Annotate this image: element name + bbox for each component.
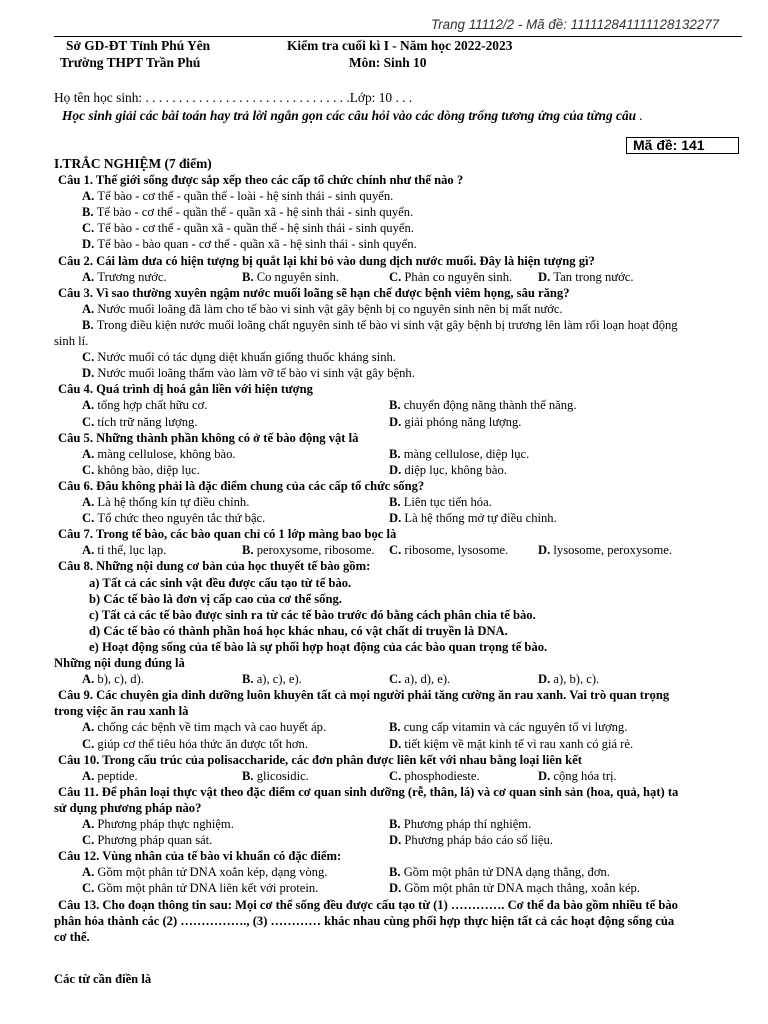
option-letter: B. [389,720,404,735]
question-stem [58,897,678,913]
exam-title: Kiểm tra cuối kì I - Năm học 2022-2023 [287,38,513,53]
option-letter: B. [242,768,257,783]
option-letter: B. [82,205,97,220]
answer-option [82,188,393,204]
answer-option [82,204,413,220]
answer-option [538,671,599,687]
option-text: không bào, diệp lục. [97,462,200,477]
question-text: Câu 12. Vùng nhân của tế bào vi khuẩn có đặc điểm: [58,849,342,864]
answer-option [538,542,672,558]
question-stem-cont [54,929,90,945]
option-letter: D. [389,414,405,429]
option-letter: B. [242,672,257,687]
answer-option [389,880,640,896]
option-text: Phương pháp quan sát. [97,833,213,848]
answer-option [82,816,234,832]
option-text: sinh lí. [54,334,89,348]
option-text: tích trữ năng lượng. [97,414,198,429]
option-text: b), c), d). [97,672,144,687]
option-letter: C. [82,414,98,429]
option-letter: B. [242,543,257,558]
option-letter: A. [82,398,98,413]
answer-option [242,768,309,784]
option-text: ti thể, lục lạp. [97,543,167,558]
option-text: peptide. [97,768,138,783]
option-text: Tế bào - cơ thể - quần xã - quần thể - hệ sinh thái - sinh quyển. [97,221,414,236]
question-text: Câu 3. Vì sao thường xuyên ngậm nước muối loãng sẽ hạn chế được bệnh viêm họng, sâu răng? [58,285,570,300]
option-letter: B. [242,269,257,284]
option-letter: D. [389,833,405,848]
option-letter: C. [389,543,405,558]
option-text: Phương pháp thực nghiệm. [97,817,234,831]
answer-option [82,365,415,381]
option-text: Phương pháp thí nghiệm. [403,817,532,831]
statement-letter: d) [89,623,104,638]
option-text: glicosidic. [256,768,309,783]
answer-option [242,269,339,285]
instruction-text: Học sinh giải các bài toán hay trả lời ngắn gọn các câu hỏi vào các dòng trống tương ứng của từng câu [62,108,637,123]
question-text: Câu 1. Thế giới sống được sắp xếp theo các cấp tổ chức chính như thế nào ? [58,173,464,187]
answer-option [82,317,678,333]
option-letter: A. [82,720,98,735]
question-text: Câu 4. Quá trình dị hoá gắn liền với hiện tượng [58,382,313,397]
answer-option [538,768,617,784]
option-letter: A. [82,269,98,284]
option-letter: A. [82,865,98,880]
option-letter: B. [389,398,404,413]
statement-letter: b) [89,591,104,606]
question-text: Câu 5. Những thành phần không có ở tế bào động vật là [58,430,359,445]
option-text: giải phóng năng lượng. [404,414,522,429]
option-letter: D. [538,543,554,558]
option-text: lysosome, peroxysome. [553,543,672,558]
statement-text: Tất cả các sinh vật đều được cấu tạo từ tế bào. [102,575,352,590]
option-letter: D. [538,768,554,783]
answer-option [389,671,450,687]
option-text: Trương nước. [97,269,167,284]
answer-option [82,510,265,526]
option-letter: A. [82,446,98,461]
answer-option-cont [54,333,88,349]
option-letter: B. [389,865,404,880]
option-text: Tế bào - cơ thể - quần thể - quần xã - hệ sinh thái - sinh quyển. [96,205,414,220]
question-stem [58,848,341,864]
student-info: Họ tên học sinh: . . . . . . . . . . . . . . . . . . . . . . . . . . . . . . .Lớp: 10 . . . [54,90,413,105]
option-text: Gồm một phân tử DNA mạch thẳng, xoắn kép. [404,881,640,896]
option-text: chuyển động năng thành thế năng. [403,398,577,413]
question-stem [58,478,424,494]
statement-item [89,607,536,623]
option-text: a), d), e). [404,672,451,687]
question-text: phân hóa thành các (2) ……………., (3) ………… khác nhau cùng phối hợp thực hiện tất cả các hoạt động sống của [54,913,675,928]
answer-option [82,462,200,478]
statement-item [89,591,342,607]
answer-option [82,864,327,880]
option-text: phosphodieste. [404,768,480,783]
option-text: a), c), e). [256,672,302,687]
option-letter: B. [389,495,404,509]
answer-option [389,832,553,848]
option-text: ribosome, lysosome. [404,543,509,558]
answer-option [389,864,610,880]
question-text: Câu 13. Cho đoạn thông tin sau: Mọi cơ thể sống đều được cấu tạo từ (1) …………. Cơ thể đa bào gồm nhiều tế bào [58,897,678,912]
option-letter: D. [389,462,405,477]
question-stem [58,752,582,768]
answer-option [389,446,529,462]
option-text: tổng hợp chất hữu cơ. [97,398,208,413]
answer-option [82,832,212,848]
answer-option [82,397,207,413]
option-letter: A. [82,768,98,783]
option-letter: A. [82,189,98,204]
statement-text: Tất cả các tế bào được sinh ra từ các tế bào trước đó bằng cách phân chia tế bào. [101,607,536,622]
answer-option [389,414,521,430]
question-stem [58,253,595,269]
option-letter: B. [389,446,404,461]
page-code: Trang 11112/2 - Mã đề: 111112841111128132277 [431,17,720,32]
answer-option [389,816,531,832]
option-text: Trong điều kiện nước muối loãng chất nguyên sinh tế bào vi sinh vật gây bệnh bị trương lên làm rối loạn hoạt động [96,317,678,332]
instruction [62,108,643,124]
option-letter: D. [538,672,554,687]
question-text: sử dụng phương pháp nào? [54,800,202,815]
answer-option [82,414,197,430]
statement-text: Các tế bào có thành phần hoá học khác nhau, có vật chất di truyền là DNA. [103,623,508,638]
question-stem-cont [54,913,674,929]
answer-option [389,768,480,784]
section-title: I.TRẮC NGHIỆM (7 điểm) [54,156,212,171]
answer-option [82,768,138,784]
option-text: Là hệ thống mở tự điều chỉnh. [404,511,557,526]
statement-letter: e) [89,639,102,654]
option-letter: D. [389,736,405,751]
answer-option [82,269,167,285]
option-text: diệp lục, không bào. [404,462,507,477]
answer-option [242,542,375,558]
option-text: chống các bệnh về tim mạch và cao huyết áp. [97,720,327,735]
option-letter: C. [389,269,405,284]
option-letter: C. [82,736,98,751]
answer-option [82,494,249,510]
option-letter: C. [389,768,405,783]
option-text: Nước muối có tác dụng diệt khuẩn giống thuốc kháng sinh. [97,350,396,365]
answer-option [389,736,633,752]
option-text: Co nguyên sinh. [256,269,339,284]
answer-option [82,671,144,687]
question-text: cơ thể. [54,929,90,944]
answer-option [389,510,557,526]
answer-option [82,236,417,252]
question-text: Câu 10. Trong cấu trúc của polisaccharide, các đơn phân được liên kết với nhau bằng loại liên kết [58,752,582,767]
question-text: Những nội dung đúng là [54,656,185,670]
option-letter: D. [82,366,98,381]
option-text: Là hệ thống kín tự điều chỉnh. [97,495,250,509]
question-text: Câu 7. Trong tế bào, các bào quan chỉ có 1 lớp màng bao bọc là [58,527,397,542]
answer-option [82,349,396,365]
question-text: Câu 11. Để phân loại thực vật theo đặc điểm cơ quan sinh dưỡng (rễ, thân, lá) và cơ quan sinh sản (hoa, quả, hạt) ta [58,784,679,799]
option-text: Tan trong nước. [553,269,634,284]
option-text: Tế bào - cơ thể - quần thể - loài - hệ sinh thái - sinh quyển. [97,189,394,204]
statement-item [89,575,351,591]
option-text: cung cấp vitamin và các nguyên tố vi lượng. [403,720,628,735]
answer-option [82,220,414,236]
option-letter: C. [82,462,98,477]
option-letter: A. [82,817,98,831]
question-text: Câu 8. Những nội dung cơ bản của học thuyết tế bào gồm: [58,559,371,574]
option-text: giúp cơ thể tiêu hóa thức ăn được tốt hơn. [97,736,309,751]
option-text: cộng hóa trị. [553,768,617,783]
answer-option [82,301,563,317]
option-text: Gồm một phân tử DNA liên kết với protein. [97,881,319,896]
option-text: Tổ chức theo nguyên tắc thứ bậc. [97,511,266,526]
answer-option [389,462,507,478]
option-letter: A. [82,543,98,558]
question-stem [58,381,313,397]
question-text: Câu 6. Đâu không phải là đặc điểm chung của các cấp tổ chức sống? [58,478,425,493]
option-letter: A. [82,495,98,509]
question-stem [58,285,570,301]
question-stem [58,687,669,703]
option-text: peroxysome, ribosome. [256,543,375,558]
answer-option [389,269,512,285]
question-stem [58,172,463,188]
option-letter: C. [82,833,98,848]
question-text: trong việc ăn rau xanh là [54,704,189,719]
question-stem-cont [54,703,188,719]
option-text: màng cellulose, không bào. [97,446,236,461]
option-letter: D. [389,881,405,896]
exam-code-box: Mã đề: 141 [626,137,739,154]
option-text: a), b), c). [553,672,600,687]
option-text: Nước muối loãng thấm vào làm vỡ tế bào vi sinh vật gây bệnh. [97,366,415,381]
answer-option [82,542,166,558]
statement-letter: c) [89,607,102,622]
option-text: Phương pháp báo cáo số liệu. [404,833,553,848]
option-text: Gồm một phân tử DNA xoắn kép, dạng vòng. [97,865,328,880]
answer-option [82,880,318,896]
statement-letter: a) [89,575,103,590]
answer-option [389,542,508,558]
option-letter: C. [82,511,98,526]
option-letter: D. [538,269,554,284]
statement-item [89,639,547,655]
answer-option [82,719,326,735]
question-text: Câu 9. Các chuyên gia dinh dưỡng luôn khuyên tất cả mọi người phải tăng cường ăn rau xanh. Vai trò quan trọng [58,688,670,703]
option-letter: A. [82,301,98,316]
answer-option [389,494,492,510]
question-tail [54,655,185,671]
answer-option [82,446,236,462]
top-rule [54,36,742,37]
question-stem-cont [54,800,201,816]
option-letter: B. [389,817,404,831]
answer-option [538,269,634,285]
department-name: Sở GD-ĐT Tỉnh Phú Yên [66,38,211,53]
option-text: Phản co nguyên sinh. [404,269,513,284]
statement-text: Các tế bào là đơn vị cấp cao của cơ thể sống. [103,591,342,606]
instruction-end: . [636,108,643,123]
option-letter: B. [82,317,97,332]
question-text: Câu 2. Cái làm dưa có hiện tượng bị quắt lại khi bỏ vào dung dịch nước muối. Đây là hiện tượng gì? [58,253,595,268]
question-stem [58,784,678,800]
option-letter: C. [82,221,98,236]
option-letter: D. [389,511,405,526]
option-text: Tế bào - bào quan - cơ thể - quần xã - hệ sinh thái - sinh quyển. [97,237,417,252]
option-text: Nước muối loãng đã làm cho tế bào vi sinh vật gây bệnh bị co nguyên sinh nên bị mất nước. [97,301,563,316]
option-text: tiết kiệm về mặt kinh tế vì rau xanh có giá rẻ. [404,736,634,751]
question-stem [58,558,370,574]
option-text: màng cellulose, diệp lục. [403,446,530,461]
answer-option [242,671,302,687]
subject: Môn: Sinh 10 [349,55,427,70]
option-text: Gồm một phân tử DNA dạng thẳng, đơn. [403,865,610,880]
answer-option [82,736,308,752]
option-text: Liên tục tiến hóa. [403,495,492,509]
question-stem [58,526,396,542]
statement-text: Hoạt động sống của tế bào là sự phối hợp hoạt động của các bào quan trọng tế bào. [101,639,548,654]
answer-option [389,397,576,413]
answer-option [389,719,627,735]
option-letter: C. [389,672,405,687]
option-letter: D. [82,237,98,252]
statement-item [89,623,508,639]
option-letter: C. [82,350,98,365]
option-letter: A. [82,672,98,687]
question-stem [58,430,358,446]
school-name: Trường THPT Trần Phú [60,55,201,70]
fill-in-label: Các từ cần điền là [54,972,152,986]
option-letter: C. [82,881,98,896]
